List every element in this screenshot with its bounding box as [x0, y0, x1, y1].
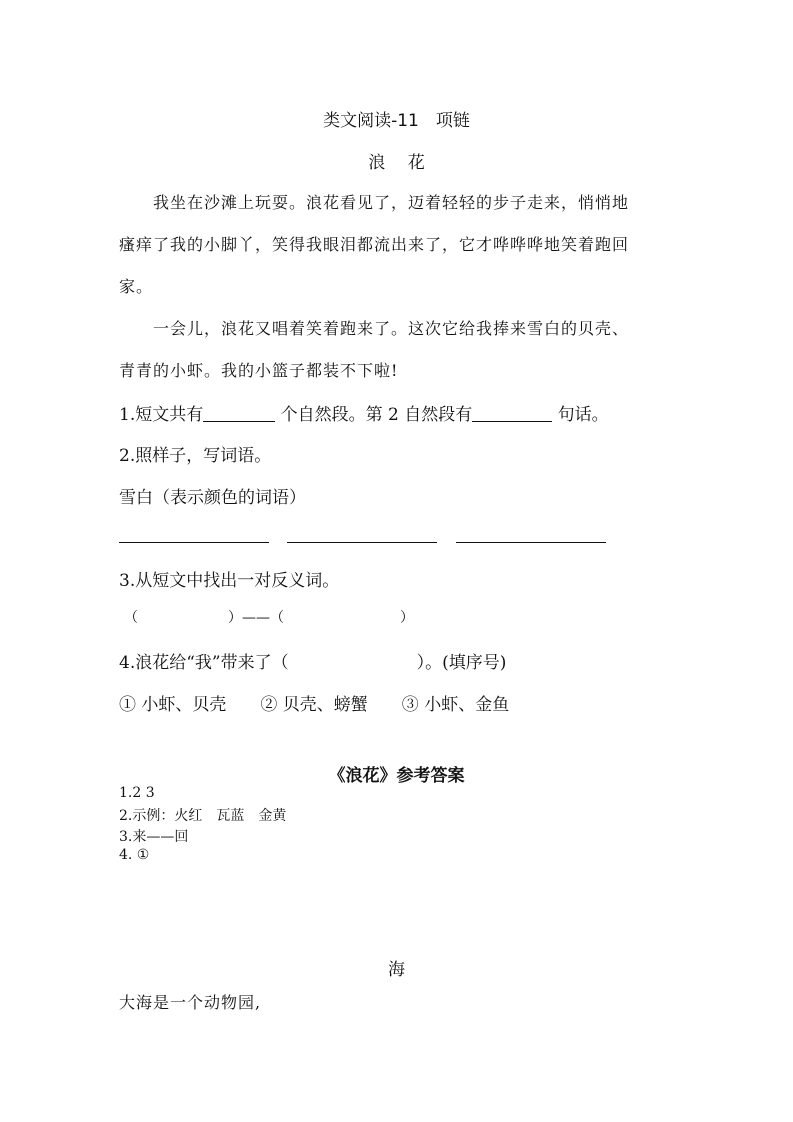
next-story-title: 海 — [388, 960, 405, 980]
question-2-example: 雪白（表示颜色的词语） — [119, 488, 306, 508]
answer-key-4: 4. ① — [119, 847, 150, 863]
answer-blank-antonym-2[interactable] — [312, 606, 400, 626]
question-3-antonym-dash: ）——（ — [228, 610, 284, 626]
question-3-antonym-left-open: （ — [124, 610, 138, 626]
answer-blank-antonym-1[interactable] — [140, 606, 228, 626]
question-3: 3.从短文中找出一对反义词。 — [119, 571, 340, 591]
question-1-text-b: 个自然段。第 2 自然段有 — [280, 405, 473, 425]
question-1 — [119, 400, 609, 425]
next-story-line-1: 大海是一个动物园, — [119, 993, 262, 1012]
story-p1-line3: 家。 — [119, 277, 154, 296]
question-4 — [119, 648, 506, 673]
answer-line-2[interactable] — [287, 542, 437, 543]
page-title: 类文阅读-11 项链 — [323, 111, 470, 131]
answer-key-1: 1.2 3 — [119, 785, 155, 801]
question-1-text-a: 1.短文共有 — [119, 405, 204, 425]
story-p1-line1: 我坐在沙滩上玩耍。浪花看见了，迈着轻轻的步子走来，悄悄地 — [153, 193, 630, 212]
question-4-text-b: ）。(填序号) — [416, 653, 507, 673]
question-2: 2.照样子，写词语。 — [119, 446, 272, 466]
story-p2-line1: 一会儿，浪花又唱着笑着跑来了。这次它给我捧来雪白的贝壳、 — [153, 319, 630, 338]
story-title: 浪 花 — [368, 153, 425, 173]
question-1-text-c: 句话。 — [557, 405, 609, 425]
question-4-text-a: 4.浪花给“我”带来了（ — [119, 653, 289, 673]
story-p2-line2: 青青的小虾。我的小篮子都装不下啦! — [119, 361, 399, 380]
answer-blank-sentence-count[interactable] — [472, 405, 552, 422]
answer-blank-paragraph-count[interactable] — [203, 405, 275, 422]
answer-line-3[interactable] — [456, 542, 606, 543]
answer-key-2: 2.示例：火红 瓦蓝 金黄 — [119, 808, 287, 824]
question-3-antonym-right-close: ） — [400, 610, 414, 626]
story-p1-line2: 瘙痒了我的小脚丫，笑得我眼泪都流出来了，它才哗哗哗地笑着跑回 — [119, 235, 630, 254]
answer-key-3: 3.来——回 — [119, 829, 189, 845]
answer-key-title: 《浪花》参考答案 — [328, 766, 465, 786]
answer-line-1[interactable] — [119, 542, 269, 543]
question-4-options: ① 小虾、贝壳 ② 贝壳、螃蟹 ③ 小虾、金鱼 — [119, 695, 510, 715]
